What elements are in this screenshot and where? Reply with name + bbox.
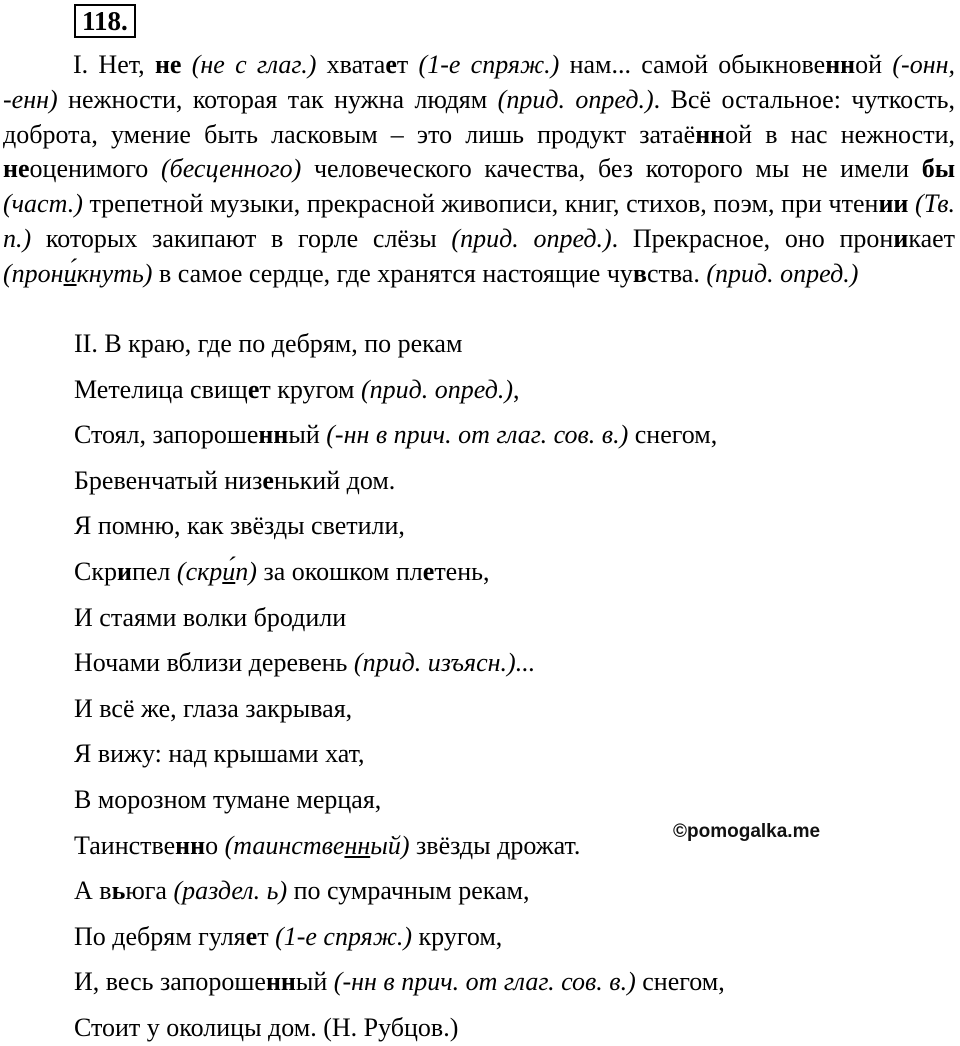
poem-line-run: по сумрачным рекам, — [287, 876, 530, 906]
poem-line-run: нн — [344, 830, 371, 860]
poem-line-run: нн — [265, 967, 296, 997]
poem-line — [74, 875, 530, 907]
paragraph-1-run: I. Нет, — [73, 50, 155, 79]
poem-line-run: (-нн в прич. от глаг. сов. в.) — [326, 420, 629, 450]
paragraph-1-run — [181, 50, 191, 79]
poem-line-run: е — [262, 465, 274, 495]
poem-line-run: , — [513, 374, 520, 404]
paragraph-1-run: (прид. опред.) — [451, 223, 612, 253]
paragraph-1-run: в самое сердце, где хранятся настоящие чу — [152, 258, 633, 288]
poem-line-run: о — [205, 830, 225, 860]
paragraph-1-run: кнуть) — [76, 258, 153, 288]
exercise-number: 118. — [74, 4, 136, 38]
paragraph-1-run: ой в нас нежности, — [725, 119, 955, 149]
poem-line-run: т — [257, 921, 276, 951]
poem-line — [74, 328, 462, 360]
paragraph-1-run: в — [632, 258, 647, 288]
poem-line — [74, 921, 502, 953]
poem-line — [74, 693, 352, 725]
paragraph-1-run: хватa — [316, 50, 386, 79]
paragraph-1-run: (Тв. п.) — [3, 189, 955, 253]
poem-line — [74, 1012, 458, 1044]
poem-line-run: Стоит у околицы дом. (Н. Рубцов.) — [74, 1013, 459, 1042]
paragraph-1-run: ии — [878, 189, 909, 219]
paragraph-1-run: нам... самой обыкнове — [559, 50, 826, 79]
poem-line — [74, 556, 490, 588]
poem-line-run: Метелица свищ — [74, 374, 248, 404]
paragraph-1-run: нежности, которая так нужна людям — [57, 84, 498, 114]
poem-line — [74, 830, 580, 862]
poem-line-run: В морозном тумане мерцая, — [74, 785, 382, 814]
paragraph-1-run: (1-е спряж.) — [418, 50, 560, 79]
paragraph-1-text — [3, 50, 955, 288]
paragraph-1-run: бы — [921, 154, 955, 184]
paragraph-1-run: оценимого — [29, 154, 161, 184]
paragraph-1-run: не — [154, 50, 182, 79]
poem-line-run: II. В краю, где по дебрям, по рекам — [74, 329, 463, 358]
poem-line-run: Я вижу: над крышами хат, — [74, 739, 365, 769]
poem-line-run: (1-е спряж.) — [275, 921, 413, 951]
poem-line-run: И, весь запороше — [74, 967, 266, 997]
watermark: ©pomogalka.me — [673, 821, 821, 842]
paragraph-1-run: . Всё остальное: чуткость, доброта, умение быть ласковым – это лишь продукт затаё — [3, 84, 956, 149]
paragraph-1-run: нн — [695, 119, 726, 149]
poem-line-run: юга — [125, 876, 174, 906]
poem-line-run: е — [247, 374, 260, 404]
poem-line — [74, 419, 717, 451]
poem-line — [74, 966, 725, 998]
poem-line-run: (прид. опред.) — [361, 374, 514, 404]
paragraph-1-run: (прид. опред.) — [706, 258, 859, 288]
poem-line-run: ый — [295, 967, 334, 997]
poem-line-run: (-нн в прич. от глаг. сов. в.) — [333, 967, 636, 997]
poem-line-run: тень, — [434, 557, 490, 586]
paragraph-1-run: (не с глаг.) — [191, 50, 317, 79]
poem-line-run: Я помню, как звёзды светили, — [74, 511, 405, 541]
poem-line-run: ый) — [370, 830, 410, 860]
paragraph-1-run: кает — [908, 223, 956, 253]
poem-line-run: Стоял, запороше — [74, 420, 259, 450]
poem-line — [74, 738, 365, 770]
poem-line-run: ый — [288, 420, 327, 450]
poem-line-run: и — [116, 557, 132, 586]
poem-line-run: ь — [111, 876, 126, 906]
poem-line-run: А в — [74, 876, 112, 906]
paragraph-1-run: и — [893, 223, 909, 253]
paragraph-1-run: трепетной музыки, прекрасной живописи, книг, стихов, поэм, при чтен — [82, 189, 879, 219]
paragraph-1-run: которых закипают в горле слёзы — [31, 223, 452, 253]
paragraph-1-run: (част.) — [3, 189, 83, 219]
poem-line-run: за окошком пл — [256, 557, 423, 586]
poem-line-run: И всё же, глаза закрывая, — [74, 693, 353, 723]
paragraph-1-run: не — [3, 154, 30, 184]
paragraph-1-run: (прон — [3, 258, 64, 288]
poem-line-run: Ночами вблизи деревень — [74, 648, 354, 678]
paragraph-1-run: (-онн, -енн) — [3, 50, 955, 114]
paragraph-1-run: ства. — [646, 258, 707, 288]
poem-line-run: е — [422, 557, 435, 586]
paragraph-1-run: т — [396, 50, 419, 79]
poem-line — [74, 647, 535, 679]
poem-line-run: Бревенчатый низ — [74, 465, 263, 495]
poem-line-run: нн — [258, 420, 289, 450]
poem-line — [74, 602, 346, 634]
paragraph-1-run: (прид. опред.) — [497, 84, 654, 114]
poem-line-run: т кругом — [259, 374, 361, 404]
poem-line-run: И стаями волки бродили — [74, 602, 347, 632]
poem-line-run: звёзды дрожат. — [409, 830, 581, 860]
poem-line — [74, 784, 381, 816]
poem-line — [74, 465, 395, 497]
poem-line-run: Таинстве — [74, 830, 176, 860]
paragraph-1-run: е — [385, 50, 397, 79]
poem-line-run: и́ — [222, 557, 236, 586]
paragraph-1-run: и́ — [63, 258, 77, 288]
paragraph-1-run: (бесценного) — [161, 154, 302, 184]
poem-line-run: (таинстве — [224, 830, 345, 860]
poem-line-run: е — [245, 921, 258, 951]
poem-line-run: снегом, — [628, 420, 718, 450]
poem-line-run: кругом, — [412, 921, 503, 951]
poem-line-run: По дебрям гуля — [74, 921, 246, 951]
poem-line-run: снегом, — [635, 967, 725, 997]
poem-line-run: нн — [175, 830, 206, 860]
poem-line — [74, 510, 405, 542]
paragraph-1-run: нн — [825, 50, 856, 79]
poem-line-run: нький дом. — [273, 465, 396, 495]
paragraph-1 — [3, 48, 955, 292]
poem-line-run: Скр — [74, 557, 117, 586]
paragraph-1-run: человеческого качества, без которого мы не имели — [301, 154, 922, 184]
poem-line-run: (прид. изъясн.)... — [353, 648, 536, 678]
poem-line-run: (раздел. ь) — [173, 876, 288, 906]
poem-line-run: п) — [235, 557, 257, 586]
paragraph-1-run: . Прекрасное, оно прон — [611, 223, 894, 253]
paragraph-1-run: ой — [855, 50, 893, 79]
poem-line-run: (скр — [176, 557, 223, 586]
poem-line — [74, 374, 520, 406]
poem-line-run: пел — [131, 557, 177, 586]
